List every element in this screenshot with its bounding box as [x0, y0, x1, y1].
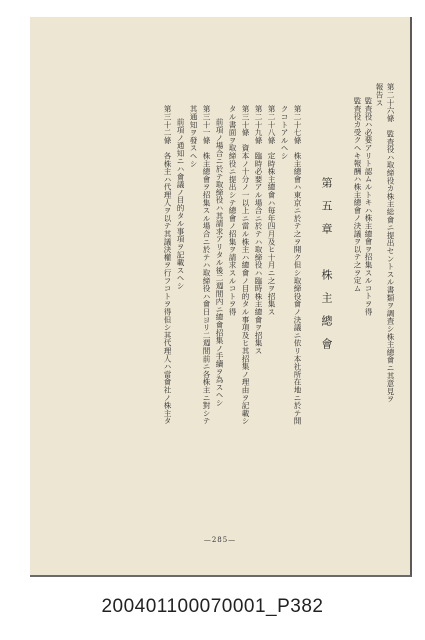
- chapter-heading: 第五章 株主總會: [320, 177, 333, 361]
- text-column-11: 前項ノ場合ニ於テ取締役ハ其請求アリタル後二週間内ニ總會招集ノ手續ヲ為スヘシ: [215, 118, 224, 407]
- page-number: —285—: [203, 536, 237, 544]
- text-column-13: 其通知ヲ發スヘシ: [189, 105, 198, 168]
- text-column-3: 監査役ハ必要アリト認ムルトキハ株主總會ヲ招集スルコトヲ得: [364, 97, 373, 316]
- image-caption: 200401100070001_P382: [101, 596, 324, 617]
- text-column-12: 第三十一條 株主總會ヲ招集スル場合ニ於テハ取締役ハ會日ヨリ二週間前ニ各株主ニ對シテ: [202, 105, 211, 425]
- text-column-2: 報告ス: [375, 83, 384, 107]
- text-column-10: タル書面ヲ取締役ニ提出シテ總會ノ招集ヲ請求スルコトヲ得: [228, 105, 237, 316]
- text-column-5: 第二十七條 株主總會ハ東京ニ於テ之ヲ開ク但シ取締役會ノ決議ニ依リ本社所在地ニ於テ開: [293, 105, 302, 425]
- text-column-4: 監査役カ受クヘキ報酬ハ株主總會ノ決議ヲ以テ之ヲ定ム: [353, 97, 362, 292]
- text-column-15: 第三十二條 各株主ハ代理人ヲ以テ其議決權ヲ行フコトヲ得但シ其代理人ハ當會社ノ株主タ: [163, 105, 172, 425]
- text-column-9: 第三十條 資本ノ十分ノ一以上ニ當ル株主ハ總會ノ目的タル事項及ヒ其招集ノ理由ヲ記載シ: [241, 105, 250, 425]
- text-column-8: 第二十九條 臨時必要アル場合ニ於テハ取締役ハ臨時株主總會ヲ招集ス: [254, 105, 263, 355]
- text-column-6: クコトアルヘシ: [280, 105, 289, 160]
- text-column-7: 第二十八條 定時株主總會ハ毎年四月及ヒ十月ニ之ヲ招集ス: [267, 105, 276, 316]
- text-column-14: 前項ノ通知ニハ會議ノ目的タル事項ヲ記載スヘシ: [176, 118, 185, 290]
- document-page: [30, 17, 412, 577]
- text-column-1: 第二十六條 監査役ハ取締役カ株主総會ニ提出セントスル書類ヲ調査シ株主總會ニ其意見ヲ: [386, 83, 395, 403]
